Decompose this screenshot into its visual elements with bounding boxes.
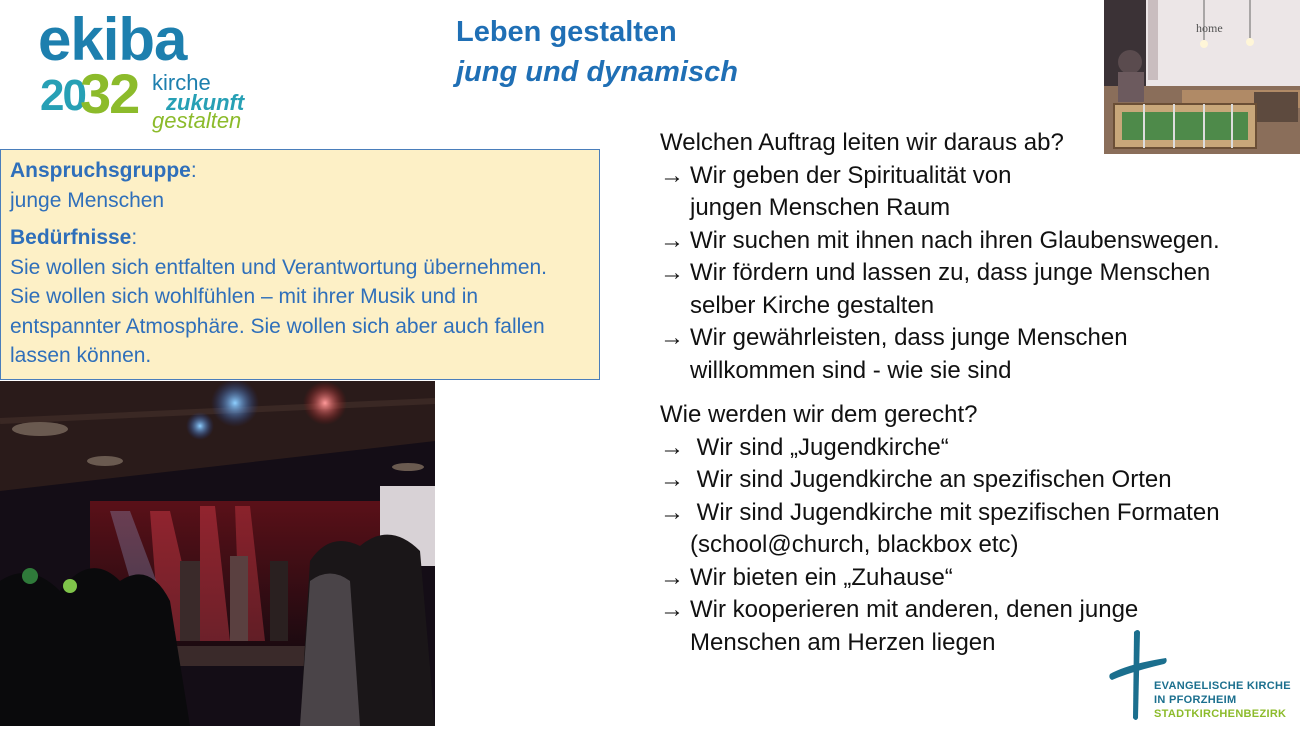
logo-word-zukunft: zukunft (166, 90, 245, 115)
arrow-icon: → (660, 226, 684, 254)
slide-subtitle: jung und dynamisch (456, 56, 738, 88)
approach-item (660, 562, 1280, 595)
approach-item (660, 497, 1280, 530)
church-logo-line1: EVANGELISCHE KIRCHE (1154, 680, 1291, 692)
logo-ekiba-text: ekiba (38, 6, 187, 73)
logo-word-gestalten: gestalten (152, 108, 242, 133)
target-group-label: Anspruchsgruppe (10, 159, 191, 182)
target-group-box (0, 149, 600, 380)
needs-line: Sie wollen sich entfalten und Verantwortung übernehmen. (10, 255, 548, 279)
approach-item-text: Wir sind Jugendkirche mit spezifischen Formaten (690, 498, 1220, 526)
church-district-logo (1108, 628, 1293, 723)
arrow-icon: → (660, 466, 684, 493)
mission-item (660, 160, 1280, 193)
approach-item (660, 464, 1280, 497)
logo-number-20: 20 (40, 71, 85, 120)
slide-title: Leben gestalten (456, 16, 677, 48)
needs-label: Bedürfnisse (10, 226, 132, 249)
approach-item-continuation: Menschen am Herzen liegen (690, 628, 996, 656)
mission-item-continuation: jungen Menschen Raum (690, 194, 951, 221)
mission-item-text: Wir gewährleisten, dass junge Menschen (690, 324, 1128, 351)
mission-item-continuation: selber Kirche gestalten (690, 291, 935, 319)
arrow-icon: → (660, 161, 684, 189)
needs-line: entspannter Atmosphäre. Sie wollen sich aber auch fallen (10, 314, 545, 338)
approach-item-text: Wir sind Jugendkirche an spezifischen Orten (690, 466, 1172, 493)
approach-item (660, 594, 1280, 627)
mission-item-text: Wir suchen mit ihnen nach ihren Glaubenswegen. (690, 226, 1220, 254)
mission-item (660, 257, 1280, 290)
church-logo-line3: STADTKIRCHENBEZIRK (1154, 708, 1287, 720)
arrow-icon: → (660, 498, 684, 526)
logo-number-32: 32 (80, 62, 139, 125)
mission-item (660, 225, 1280, 258)
question-mission: Welchen Auftrag leiten wir daraus ab? (660, 129, 1064, 156)
arrow-icon: → (660, 596, 684, 623)
arrow-icon: → (660, 259, 684, 286)
mission-item-text: Wir fördern und lassen zu, dass junge Menschen (690, 259, 1211, 286)
mission-item-continuation: willkommen sind - wie sie sind (690, 356, 1012, 384)
arrow-icon: → (660, 563, 684, 591)
concert-photo (0, 381, 435, 726)
target-group-heading: Anspruchsgruppe: (10, 159, 197, 182)
needs-line: lassen können. (10, 344, 152, 367)
mission-text (660, 127, 1280, 659)
needs-line: Sie wollen sich wohlfühlen – mit ihrer Musik und in (10, 285, 479, 308)
mission-item (660, 322, 1280, 355)
question-approach: Wie werden wir dem gerecht? (660, 401, 978, 428)
ekiba-logo (38, 6, 268, 135)
approach-item-continuation: (school@church, blackbox etc) (690, 531, 1019, 558)
needs-heading: Bedürfnisse: (10, 226, 138, 249)
home-sign-text: home (1196, 21, 1223, 35)
arrow-icon: → (660, 433, 684, 461)
approach-item-text: Wir kooperieren mit anderen, denen junge (690, 596, 1139, 623)
logo-word-kirche: kirche (152, 70, 211, 95)
arrow-icon: → (660, 324, 684, 351)
approach-item (660, 432, 1280, 465)
mission-item-text: Wir geben der Spiritualität von (690, 161, 1012, 189)
approach-item-text: Wir sind „Jugendkirche“ (690, 433, 949, 461)
church-logo-line2: IN PFORZHEIM (1154, 694, 1237, 706)
approach-item-text: Wir bieten ein „Zuhause“ (690, 563, 953, 591)
concert-photo-image (0, 381, 435, 726)
target-group-value: junge Menschen (10, 188, 165, 212)
